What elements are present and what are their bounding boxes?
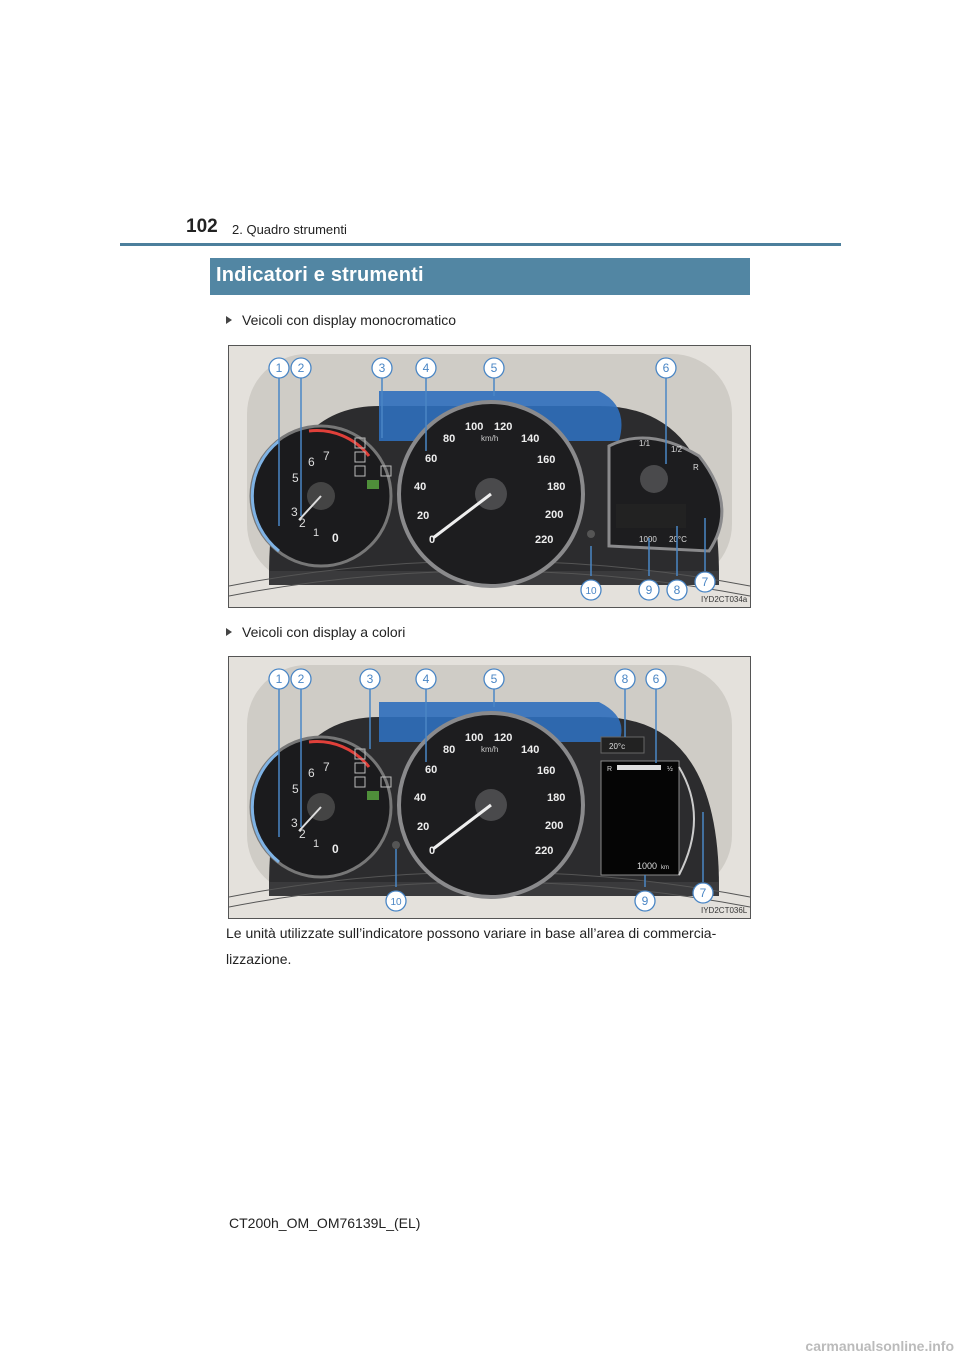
fuel-label-half: ½ [667,766,673,773]
callout-3: 3 [378,361,386,375]
power-tick-5: 5 [292,782,299,796]
callout-2: 2 [297,361,305,375]
speed-tick-160: 160 [537,765,556,777]
speed-tick-80: 80 [443,433,456,445]
power-tick-3: 3 [291,816,298,830]
section-header [210,258,750,295]
speed-tick-120: 120 [494,732,513,744]
callout-6: 6 [652,672,660,686]
callout-9: 9 [645,583,653,597]
speed-tick-0: 0 [429,845,436,857]
speed-tick-140: 140 [521,744,540,756]
speed-tick-20: 20 [417,821,430,833]
power-tick-3: 3 [291,505,298,519]
callout-7: 7 [699,886,707,900]
odometer-value: 1000 [639,535,657,544]
power-tick-6: 6 [308,455,315,469]
chapter-title: 2. Quadro strumenti [232,222,347,237]
caption-color-text: Veicoli con display a colori [242,624,406,640]
speed-tick-100: 100 [465,421,484,433]
caption-monochrome [226,312,456,328]
power-tick-0: 0 [332,842,339,856]
callout-5: 5 [490,361,498,375]
power-tick-1: 1 [313,838,320,850]
fuel-label-reserve: R [607,766,613,773]
callout-4: 4 [422,672,430,686]
figure-code: IYD2CT034a [701,595,748,604]
caption-color [226,624,405,640]
speed-tick-200: 200 [545,509,564,521]
bullet-arrow-icon [226,628,232,636]
callout-8: 8 [621,672,629,686]
fuel-label-full: 1/1 [639,439,651,448]
callout-3: 3 [366,672,374,686]
fuel-label-half: 1/2 [671,445,683,454]
temperature-value: 20°c [609,742,626,751]
callout-9: 9 [641,894,649,908]
speed-tick-60: 60 [425,453,438,465]
power-tick-0: 0 [332,531,339,545]
speed-tick-220: 220 [535,534,554,546]
speed-tick-120: 120 [494,421,513,433]
callout-6: 6 [662,361,670,375]
callout-8: 8 [673,583,681,597]
speed-tick-60: 60 [425,764,438,776]
fuel-label-reserve: R [693,463,699,472]
cluster-illustration-monochrome [229,346,750,607]
callout-10: 10 [585,586,597,597]
speed-tick-20: 20 [417,510,430,522]
speed-tick-180: 180 [547,481,566,493]
callout-7: 7 [701,575,709,589]
figure-monochrome-cluster [228,345,751,608]
temperature-value: 20°C [669,535,687,544]
bullet-arrow-icon [226,316,232,324]
speed-tick-160: 160 [537,454,556,466]
speed-tick-140: 140 [521,433,540,445]
callout-10: 10 [390,897,402,908]
header-rule [120,243,841,246]
speed-unit: km/h [481,434,499,443]
power-tick-6: 6 [308,766,315,780]
callout-4: 4 [422,361,430,375]
footer-doc-code: CT200h_OM_OM76139L_(EL) [229,1215,421,1231]
caption-monochrome-text: Veicoli con display monocromatico [242,312,456,328]
callout-1: 1 [275,361,283,375]
speed-tick-100: 100 [465,732,484,744]
power-tick-7: 7 [323,449,330,463]
figure-code: IYD2CT036L [701,906,748,915]
section-title: Indicatori e strumenti [216,264,424,286]
speed-tick-40: 40 [414,792,427,804]
speed-tick-80: 80 [443,744,456,756]
callout-2: 2 [297,672,305,686]
watermark: carmanualsonline.info [805,1338,954,1354]
speed-tick-180: 180 [547,792,566,804]
odometer-unit: km [661,865,669,871]
figure-color-cluster [228,656,751,919]
odometer-value: 1000 [637,861,658,871]
speed-tick-0: 0 [429,534,436,546]
page-number: 102 [186,216,218,237]
speed-tick-200: 200 [545,820,564,832]
body-note: Le unità utilizzate sull’indicatore possono variare in base all’area di commercia-lizzazione. [226,925,717,967]
cluster-illustration-color [229,657,750,918]
power-tick-5: 5 [292,471,299,485]
speed-tick-220: 220 [535,845,554,857]
callout-1: 1 [275,672,283,686]
power-tick-7: 7 [323,760,330,774]
power-tick-2: 2 [299,827,306,841]
callout-5: 5 [490,672,498,686]
power-tick-1: 1 [313,527,320,539]
speed-unit: km/h [481,745,499,754]
power-tick-2: 2 [299,516,306,530]
speed-tick-40: 40 [414,481,427,493]
